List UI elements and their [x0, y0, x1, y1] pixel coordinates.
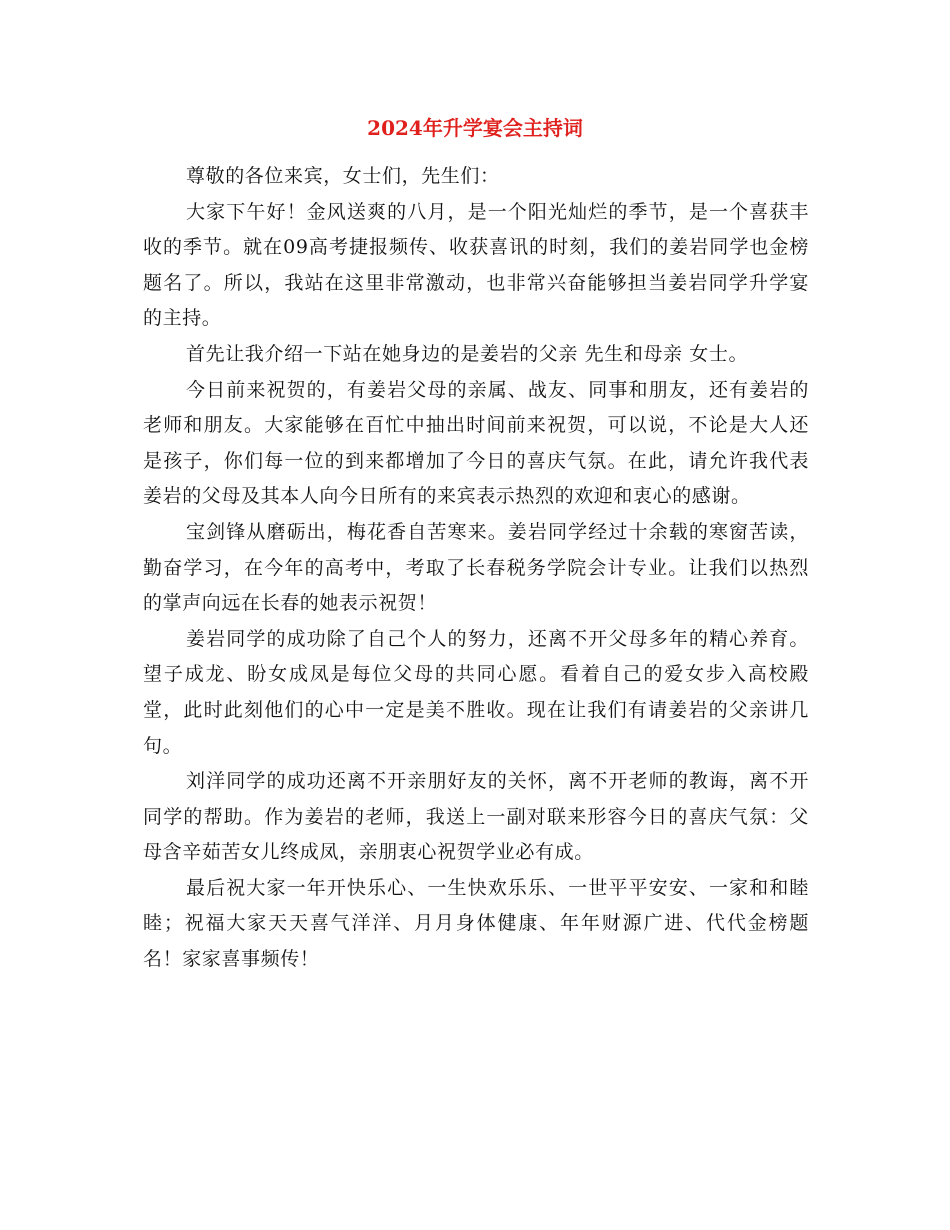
paragraph-parents-intro: 首先让我介绍一下站在她身边的是姜岩的父亲 先生和母亲 女士。 [186, 342, 749, 365]
paragraph-couplet: 刘洋同学的成功还离不开亲朋好友的关怀，离不开老师的教诲，离不开同学的帮助。作为姜岩的老师，我送上一副对联来形容今日的喜庆气氛：父母含辛茹苦女儿终成凤，亲朋衷心祝贺学业必有成。 [143, 770, 809, 864]
document-title: 2024年升学宴会主持词 [367, 116, 583, 140]
paragraph-opening: 大家下午好！金风送爽的八月，是一个阳光灿烂的季节，是一个喜获丰收的季节。就在09高考捷报频传、收获喜讯的时刻，我们的姜岩同学也金榜题名了。所以，我站在这里非常激动，也非常兴奋能够担当姜岩同学升学宴的主持。 [143, 200, 809, 330]
paragraph-closing-wishes: 最后祝大家一年开快乐心、一生快欢乐乐、一世平平安安、一家和和睦睦；祝福大家天天喜气洋洋、月月身体健康、年年财源广进、代代金榜题名！家家喜事频传！ [143, 876, 809, 971]
paragraph-parents-speech: 姜岩同学的成功除了自己个人的努力，还离不开父母多年的精心养育。望子成龙、盼女成凤是每位父母的共同心愿。看着自己的爱女步入高校殿堂，此时此刻他们的心中一定是美不胜收。现在让我们有请姜岩的父亲讲几句。 [143, 627, 809, 757]
paragraph-greeting: 尊敬的各位来宾，女士们，先生们： [186, 165, 500, 187]
paragraph-achievement: 宝剑锋从磨砺出，梅花香自苦寒来。姜岩同学经过十余载的寒窗苦读，勤奋学习，在今年的高考中，考取了长春税务学院会计专业。让我们以热烈的掌声向远在长春的她表示祝贺！ [143, 520, 809, 615]
paragraph-welcome: 今日前来祝贺的，有姜岩父母的亲属、战友、同事和朋友，还有姜岩的老师和朋友。大家能够在百忙中抽出时间前来祝贺，可以说，不论是大人还是孩子，你们每一位的到来都增加了今日的喜庆气氛。在此，请允许我代表姜岩的父母及其本人向今日所有的来宾表示热烈的欢迎和衷心的感谢。 [143, 378, 809, 508]
document-body [143, 159, 809, 978]
